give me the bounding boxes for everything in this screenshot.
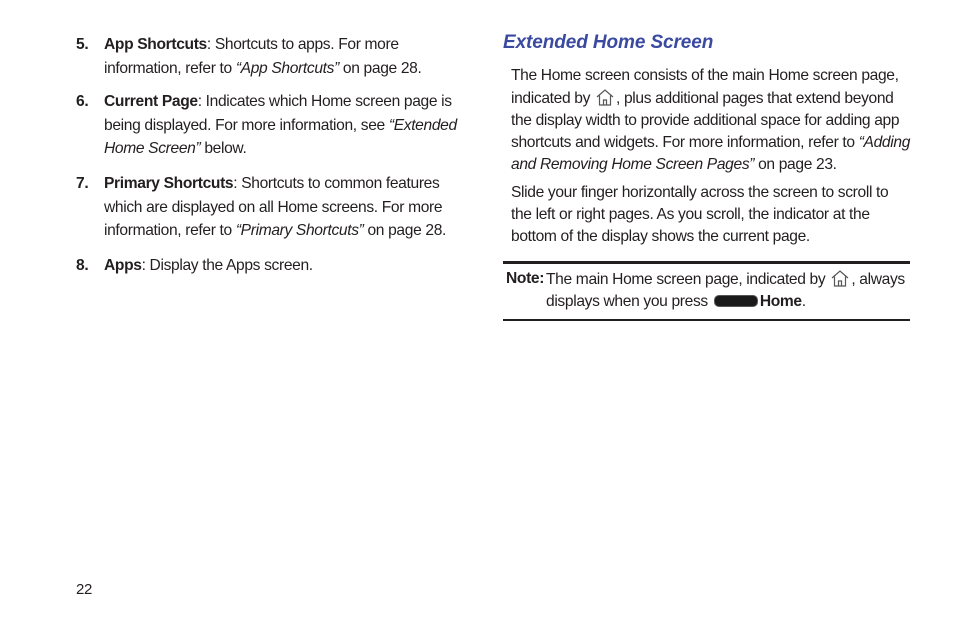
term-app-shortcuts: App Shortcuts [104,36,207,53]
page-number: 22 [76,581,92,598]
home-key-label: Home [759,293,802,310]
note-text [546,268,910,313]
paragraph-scroll: Slide your finger horizontally across the screen to scroll to the left or right pages. As you scroll, the indicator at the bottom of the display shows the current page. [511,184,889,245]
list-text-after: below. [200,140,247,157]
link-adding-removing-pages[interactable]: “Adding and Removing Home Screen Pages” [511,134,911,173]
note-text-part: . [801,293,806,310]
list-item-text [104,33,476,80]
list-text: : Shortcuts to common features which are displayed on all Home screens. For more information, refer to [104,175,443,239]
list-number: 8. [76,257,89,274]
link-primary-shortcuts[interactable]: “Primary Shortcuts” [235,222,364,239]
home-icon [830,268,850,288]
link-extended-home-screen[interactable]: “Extended Home Screen” [104,116,457,157]
note-rule-top [503,261,910,264]
paragraph-home-screen [511,65,911,176]
para-text: The Home screen consists of the main Home screen page, indicated by [511,67,899,107]
list-number: 6. [76,93,89,110]
home-key-icon [714,295,758,307]
note-text-part: The main Home screen page, indicated by [546,271,830,288]
para-text: on page 23. [754,156,837,173]
para-text: , plus additional pages that extend beyond the display width to provide additional space for adding app shortcuts and widgets. For more information, refer to [511,90,900,151]
list-text: : Shortcuts to apps. For more information, refer to [104,36,399,77]
term-primary-shortcuts: Primary Shortcuts [104,175,234,192]
note-rule-bottom [503,319,910,321]
list-item-text [104,90,476,161]
section-title: Extended Home Screen [503,32,714,53]
list-item-text [104,254,476,278]
list-text-after: on page 28. [363,222,447,239]
list-number: 5. [76,36,89,53]
term-apps: Apps [104,257,142,274]
list-item-text [104,172,476,243]
list-text: : Indicates which Home screen page is being displayed. For more information, see [104,93,452,134]
note-text-part: , always displays when you press [546,271,905,310]
term-current-page: Current Page [104,93,198,110]
list-text-after: on page 28. [338,59,422,77]
list-text: : Display the Apps screen. [141,257,313,274]
list-number: 7. [76,175,89,192]
home-icon [595,87,615,107]
link-app-shortcuts[interactable]: “App Shortcuts” [235,59,339,77]
note-label: Note: [506,270,545,287]
